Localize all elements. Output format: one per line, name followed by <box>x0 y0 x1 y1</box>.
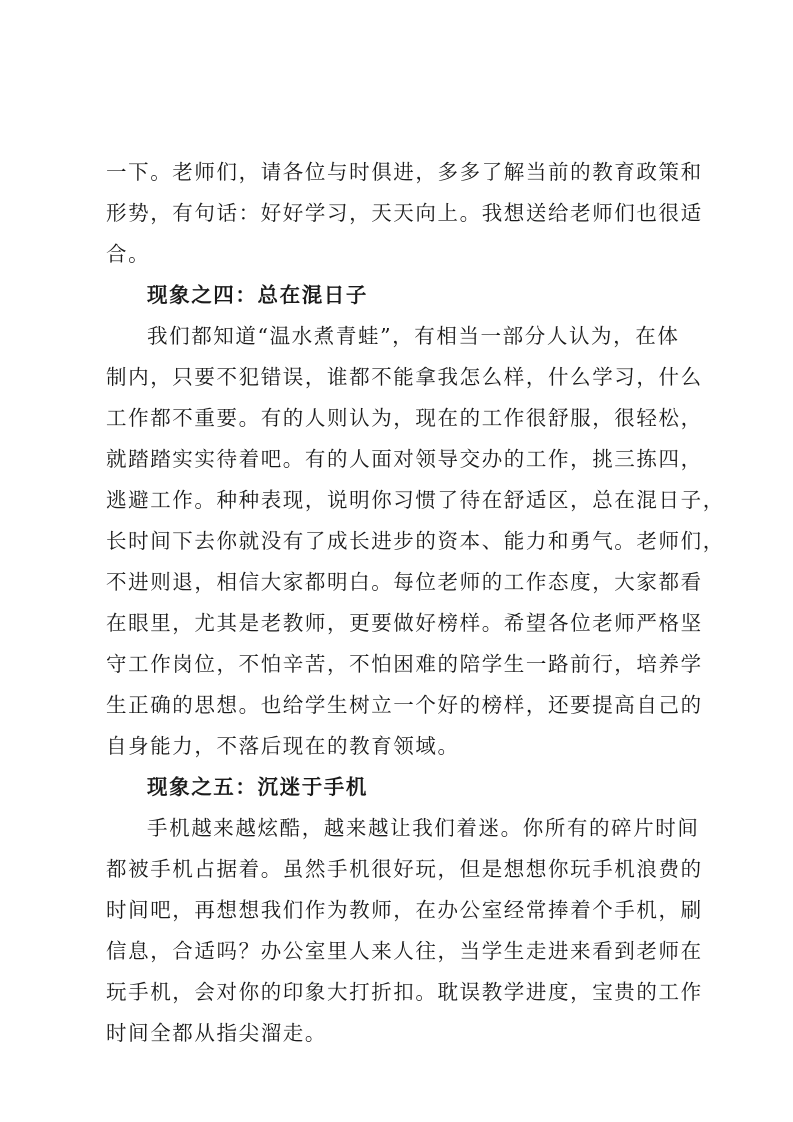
paragraph-line: 制内，只要不犯错误，谁都不能拿我怎么样，什么学习，什么 <box>106 365 703 389</box>
paragraph-line: 工作都不重要。有的人则认为，现在的工作很舒服，很轻松， <box>106 406 703 430</box>
paragraph-line: 手机越来越炫酷，越来越让我们着迷。你所有的碎片时间 <box>147 816 700 840</box>
section-heading-5: 现象之五：沉迷于手机 <box>147 775 368 799</box>
paragraph-line: 都被手机占据着。虽然手机很好玩，但是想想你玩手机浪费的 <box>106 857 703 881</box>
paragraph-line: 逃避工作。种种表现，说明你习惯了待在舒适区，总在混日子， <box>106 488 725 512</box>
paragraph-line: 时间全都从指尖溜走。 <box>106 1021 327 1045</box>
paragraph-line: 不进则退，相信大家都明白。每位老师的工作态度，大家都看 <box>106 570 703 594</box>
paragraph-line: 我们都知道“温水煮青蛙”，有相当一部分人认为，在体 <box>147 324 680 348</box>
paragraph-line: 合。 <box>106 242 151 266</box>
paragraph-line: 长时间下去你就没有了成长进步的资本、能力和勇气。老师们， <box>106 529 725 553</box>
paragraph-line: 生正确的思想。也给学生树立一个好的榜样，还要提高自己的 <box>106 693 703 717</box>
paragraph-line: 玩手机，会对你的印象大打折扣。耽误教学进度，宝贵的工作 <box>106 980 703 1004</box>
paragraph-line: 时间吧，再想想我们作为教师，在办公室经常捧着个手机，刷 <box>106 898 703 922</box>
paragraph-line: 守工作岗位，不怕辛苦，不怕困难的陪学生一路前行，培养学 <box>106 652 703 676</box>
paragraph-line: 就踏踏实实待着吧。有的人面对领导交办的工作，挑三拣四， <box>106 447 703 471</box>
paragraph-line: 一下。老师们，请各位与时俱进，多多了解当前的教育政策和 <box>106 160 703 184</box>
paragraph-line: 自身能力，不落后现在的教育领域。 <box>106 734 460 758</box>
paragraph-line: 信息，合适吗？办公室里人来人往，当学生走进来看到老师在 <box>106 939 703 963</box>
section-heading-4: 现象之四：总在混日子 <box>147 283 368 307</box>
paragraph-line: 形势，有句话：好好学习，天天向上。我想送给老师们也很适 <box>106 201 703 225</box>
paragraph-line: 在眼里，尤其是老教师，更要做好榜样。希望各位老师严格坚 <box>106 611 703 635</box>
